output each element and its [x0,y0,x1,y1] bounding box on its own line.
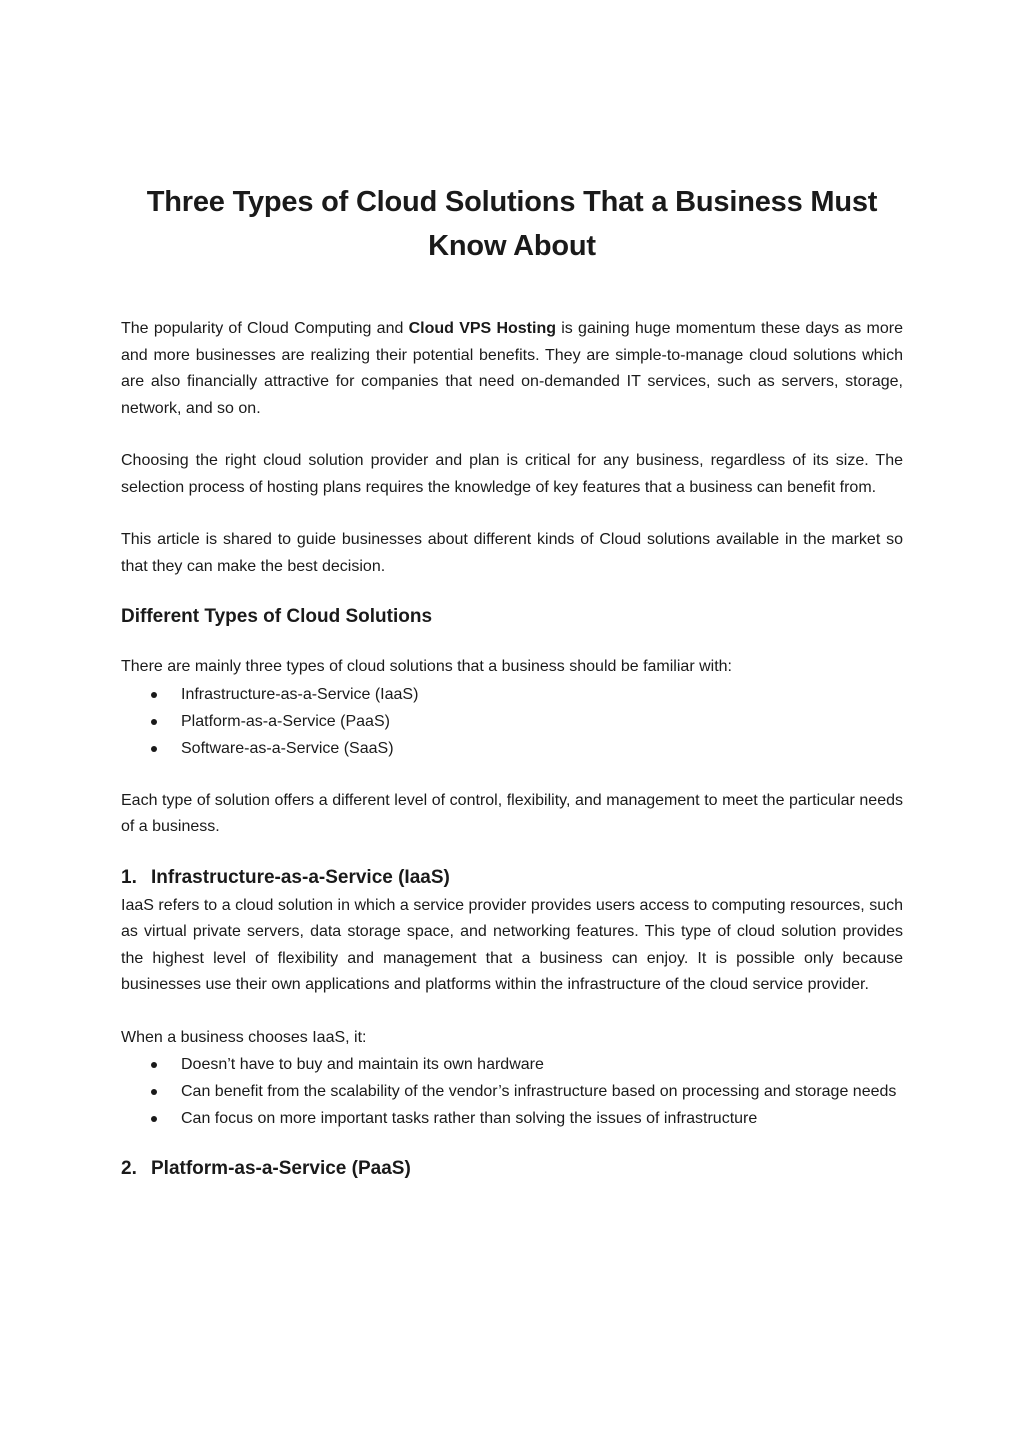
heading-text: Platform-as-a-Service (PaaS) [151,1158,411,1179]
iaas-benefits-list [121,1051,903,1132]
document-title: Three Types of Cloud Solutions That a Business Must Know About [146,186,878,262]
intro-text-after: is gaining huge momentum these days as more and more businesses are realizing their potential benefits. They are simple-to-manage cloud solutions which are also financially attractive for companies that need on-demanded IT services, such as servers, storage, network, and so on. [121,320,903,417]
types-list [121,681,903,762]
heading-text: Infrastructure-as-a-Service (IaaS) [151,866,450,888]
bullet-icon [151,1062,157,1068]
heading-iaas [121,863,903,893]
intro-bold-term: Cloud VPS Hosting [408,320,556,337]
types-outro: Each type of solution offers a different level of control, flexibility, and management to meet the particular needs of a business. [121,791,903,835]
list-item: Platform-as-a-Service (PaaS) [121,708,903,735]
list-item: Can focus on more important tasks rather than solving the issues of infrastructure [121,1105,903,1132]
iaas-body: IaaS refers to a cloud solution in which a service provider provides users access to computing resources, such as virtual private servers, data storage space, and networking features. This type of cloud solution provides the highest level of flexibility and management that a business can enjoy. It is possible only because businesses use their own applications and platforms within the infrastructure of the cloud service provider. [121,896,903,993]
document-page [121,180,903,1184]
intro-paragraph [121,316,903,422]
paragraph-provider-choice: Choosing the right cloud solution provider and plan is critical for any business, regardless of its size. The selection process of hosting plans requires the knowledge of key features that a business can benefit from. [121,452,903,496]
list-item: Doesn’t have to buy and maintain its own hardware [121,1051,903,1078]
iaas-list-intro: When a business chooses IaaS, it: [121,1028,367,1046]
bullet-icon [151,692,157,698]
list-item: Software-as-a-Service (SaaS) [121,735,903,762]
list-item: Infrastructure-as-a-Service (IaaS) [121,681,903,708]
section-heading-types: Different Types of Cloud Solutions [121,606,433,627]
bullet-icon [151,1089,157,1095]
heading-number: 1. [121,866,137,888]
bullet-icon [151,746,157,752]
heading-number: 2. [121,1158,137,1179]
list-item: Can benefit from the scalability of the vendor’s infrastructure based on processing and storage needs [121,1078,903,1105]
bullet-icon [151,1116,157,1122]
bullet-icon [151,719,157,725]
types-intro: There are mainly three types of cloud solutions that a business should be familiar with: [121,658,732,675]
heading-paas [121,1154,903,1184]
intro-text-before: The popularity of Cloud Computing and [121,320,409,337]
paragraph-article-purpose: This article is shared to guide businesses about different kinds of Cloud solutions available in the market so that they can make the best decision. [121,531,903,575]
